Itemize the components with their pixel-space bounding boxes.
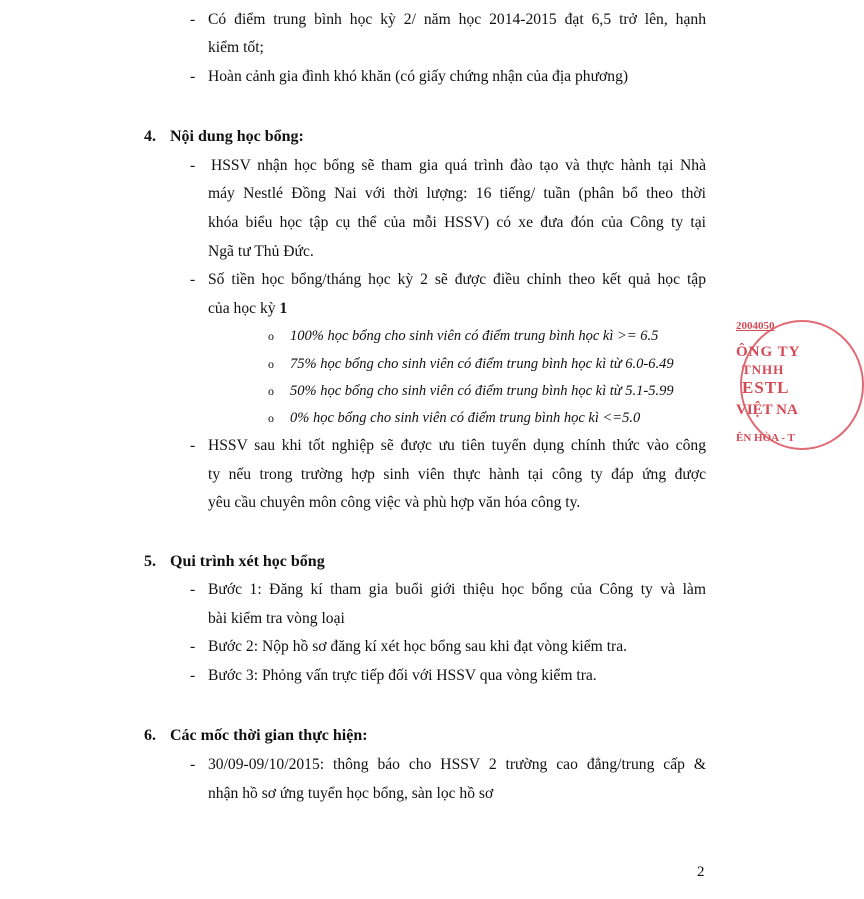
section-number: 4. xyxy=(144,128,156,145)
seal-text: ÊN HÒA - T xyxy=(736,432,795,444)
sub-bullet-marker: o xyxy=(268,384,274,398)
dash-marker: - xyxy=(190,756,196,773)
content-item-2-line-1: Số tiền học bổng/tháng học kỳ 2 sẽ được điều chỉnh theo kết quả học tập xyxy=(208,271,706,288)
section-6-heading xyxy=(144,726,368,746)
dash-marker: - xyxy=(190,437,196,454)
sub-bullet-marker: o xyxy=(268,411,274,425)
section-number: 5. xyxy=(144,553,156,570)
section-title: Các mốc thời gian thực hiện: xyxy=(170,727,368,744)
dash-marker: - xyxy=(190,271,196,288)
criteria-bullet-2: Hoàn cảnh gia đình khó khăn (có giấy chứng nhận của địa phương) xyxy=(208,68,629,85)
section-number: 6. xyxy=(144,727,156,744)
content-item-2-line-2: của học kỳ 1 xyxy=(208,300,288,317)
process-step-3: Bước 3: Phỏng vấn trực tiếp đối với HSSV qua vòng kiểm tra. xyxy=(208,667,597,684)
content-item-3-line-1: HSSV sau khi tốt nghiệp sẽ được ưu tiên tuyển dụng chính thức vào công xyxy=(208,437,706,454)
section-title: Nội dung học bổng: xyxy=(170,128,304,145)
dash-marker: - xyxy=(190,157,196,174)
sub-bullet-marker: o xyxy=(268,357,274,371)
dash-marker: - xyxy=(190,638,196,655)
dash-marker: - xyxy=(190,11,196,28)
content-item-1-line-2: máy Nestlé Đồng Nai với thời lượng: 16 tiếng/ tuần (phân bổ theo thời xyxy=(208,185,706,202)
semester-number: 1 xyxy=(279,300,288,317)
section-title: Qui trình xét học bổng xyxy=(170,553,325,570)
content-item-1-line-1: HSSV nhận học bổng sẽ tham gia quá trình đào tạo và thực hành tại Nhà xyxy=(211,157,706,174)
scholarship-tier-0: 0% học bổng cho sinh viên có điểm trung bình học kì <=5.0 xyxy=(290,410,641,426)
content-item-1-line-3: khóa biểu học tập cụ thể của mỗi HSSV) có xe đưa đón của Công ty tại xyxy=(208,214,706,231)
seal-text: VIỆT NA xyxy=(736,402,798,418)
sub-bullet-marker: o xyxy=(268,329,274,343)
scholarship-tier-75: 75% học bổng cho sinh viên có điểm trung bình học kì từ 6.0-6.49 xyxy=(290,356,674,372)
scholarship-tier-100: 100% học bổng cho sinh viên có điểm trung bình học kì >= 6.5 xyxy=(290,328,659,344)
content-item-1-line-4: Ngã tư Thủ Đức. xyxy=(208,243,314,260)
timeline-item-1-line-1: 30/09-09/10/2015: thông báo cho HSSV 2 trường cao đẳng/trung cấp & xyxy=(208,756,706,773)
seal-text: ESTL xyxy=(742,378,790,397)
process-step-2: Bước 2: Nộp hồ sơ đăng kí xét học bổng sau khi đạt vòng kiểm tra. xyxy=(208,638,628,655)
process-step-1-cont: bài kiểm tra vòng loại xyxy=(208,610,345,627)
company-seal-stamp xyxy=(736,316,801,452)
seal-text: TNHH xyxy=(742,362,785,377)
seal-text: ÔNG TY xyxy=(736,344,801,360)
criteria-bullet-1-cont: kiểm tốt; xyxy=(208,39,264,56)
criteria-bullet-1: Có điểm trung bình học kỳ 2/ năm học 2014-2015 đạt 6,5 trở lên, hạnh xyxy=(208,11,706,28)
timeline-item-1-line-2: nhận hồ sơ ứng tuyển học bổng, sàn lọc hồ sơ xyxy=(208,785,494,802)
seal-text: 2004050 xyxy=(736,320,775,332)
section-4-heading xyxy=(144,127,304,147)
content-item-3-line-2: ty nếu trong trường hợp sinh viên thực hành tại công ty đáp ứng được xyxy=(208,466,706,483)
content-item-3-line-3: yêu cầu chuyên môn công việc và phù hợp văn hóa công ty. xyxy=(208,494,581,511)
process-step-1: Bước 1: Đăng kí tham gia buổi giới thiệu học bổng của Công ty và làm xyxy=(208,581,706,598)
page-number: 2 xyxy=(697,864,705,880)
dash-marker: - xyxy=(190,581,196,598)
scholarship-tier-50: 50% học bổng cho sinh viên có điểm trung bình học kì từ 5.1-5.99 xyxy=(290,383,674,399)
section-5-heading xyxy=(144,552,325,572)
dash-marker: - xyxy=(190,68,196,85)
dash-marker: - xyxy=(190,667,196,684)
